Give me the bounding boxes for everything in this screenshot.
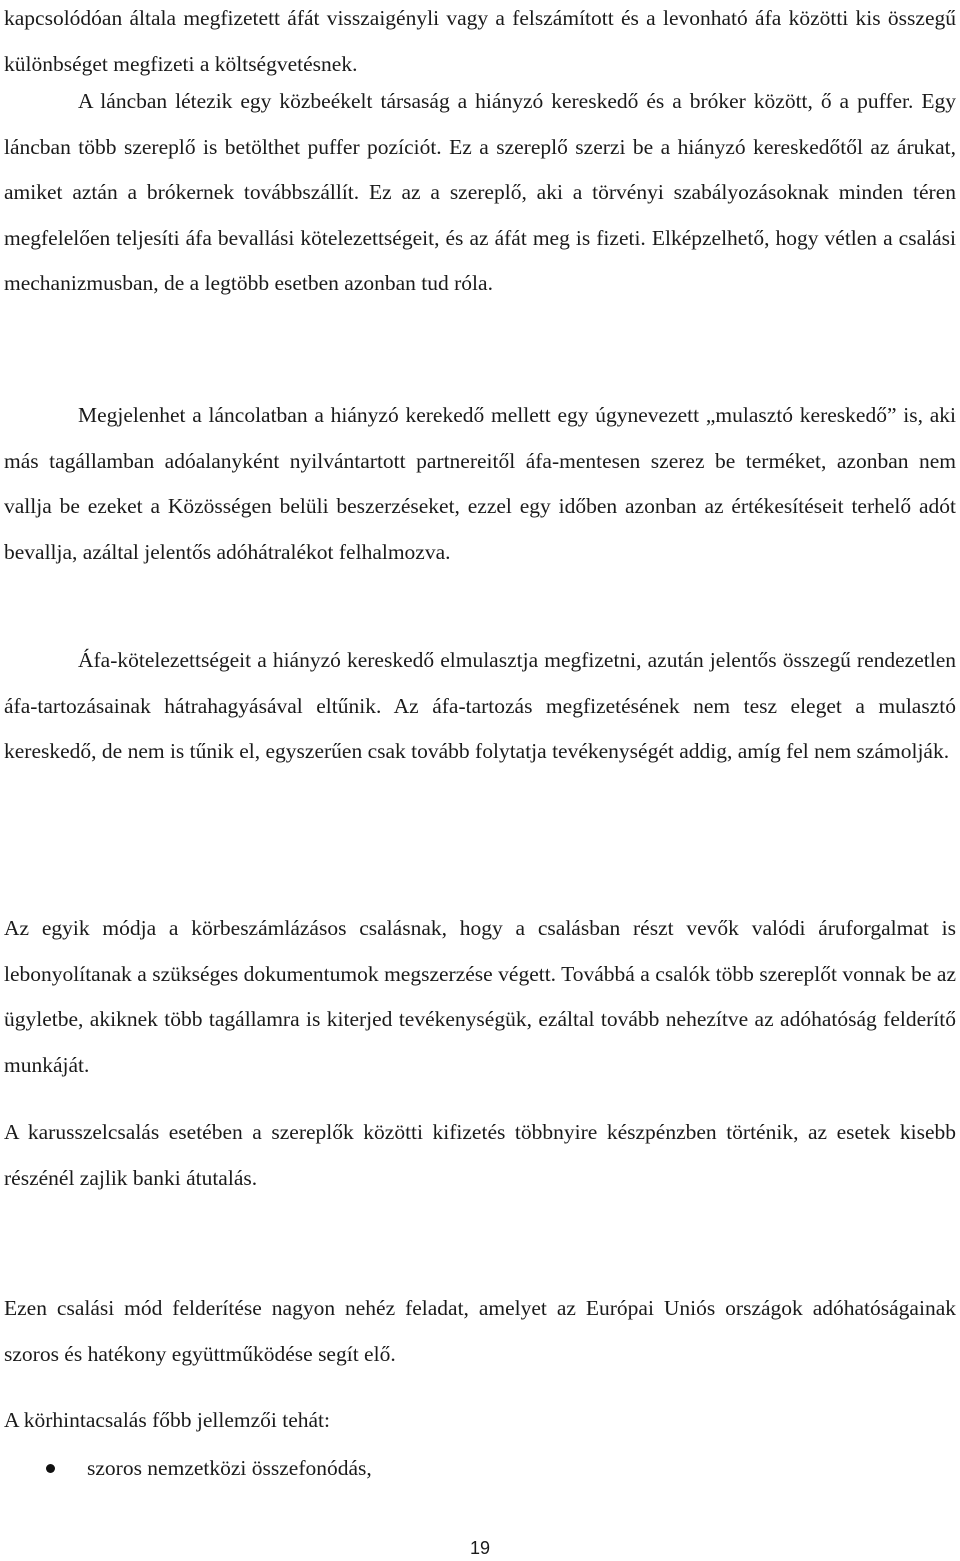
list-intro: A körhintacsalás főbb jellemzői tehát: [4,1408,330,1432]
paragraph-5: Az egyik módja a körbeszámlázásos csalásnak, hogy a csalásban részt vevők valódi áruforgalmat is lebonyolítanak a szükséges dokumentumok megszerzése végett. Továbbá a csalók több szereplőt vonnak be az ügyletbe, akiknek több tagállamra is kiterjed tevékenységük, ezáltal tovább nehezítve az adóhatóság felderítő munkáját. [4,916,956,1077]
paragraph-7: Ezen csalási mód felderítése nagyon nehéz feladat, amelyet az Európai Uniós országok adóhatóságainak szoros és hatékony együttműködése segít elő. [4,1296,956,1366]
paragraph-4: Áfa-kötelezettségeit a hiányzó kereskedő elmulasztja megfizetni, azután jelentős összegű rendezetlen áfa-tartozásainak hátrahagyásával eltűnik. Az áfa-tartozás megfizetésének nem tesz eleget a mulasztó kereskedő, de nem is tűnik el, egyszerűen csak tovább folytatja tevékenységét addig, amíg fel nem számolják. [4,648,956,763]
list-item-text: szoros nemzetközi összefonódás, [87,1456,372,1480]
paragraph-1: kapcsolódóan általa megfizetett áfát visszaigényli vagy a felszámított és a levonható áfa közötti kis összegű különbséget megfizeti a költségvetésnek. [4,6,956,76]
paragraph-6: A karusszelcsalás esetében a szereplők közötti kifizetés többnyire készpénzben történik, az esetek kisebb részénél zajlik banki átutalás. [4,1120,956,1190]
list-item [0,1446,960,1491]
paragraph-2: A láncban létezik egy közbeékelt társaság a hiányzó kereskedő és a bróker között, ő a puffer. Egy láncban több szereplő is betölthet puffer pozíciót. Ez a szereplő szerzi be a hiányzó kereskedőtől az árukat, amiket aztán a brókernek továbbszállít. Ez az a szereplő, aki a törvényi szabályozásoknak minden téren megfelelően teljesíti áfa bevallási kötelezettségeit, és az áfát meg is fizeti. Elképzelhető, hogy vétlen a csalási mechanizmusban, de a legtöbb esetben azonban tud róla. [4,89,956,295]
paragraph-3: Megjelenhet a láncolatban a hiányzó kerekedő mellett egy úgynevezett „mulasztó kereskedő” is, aki más tagállamban adóalanyként nyilvántartott partnereitől áfa-mentesen szerez be terméket, azonban nem vallja be ezeket a Közösségen belüli beszerzéseket, ezzel egy időben azonban az értékesítéseit terhelő adót bevallja, azáltal jelentős adóhátralékot felhalmozva. [4,403,956,564]
bullet-icon [46,1464,55,1473]
page-number: 19 [469,1538,491,1558]
